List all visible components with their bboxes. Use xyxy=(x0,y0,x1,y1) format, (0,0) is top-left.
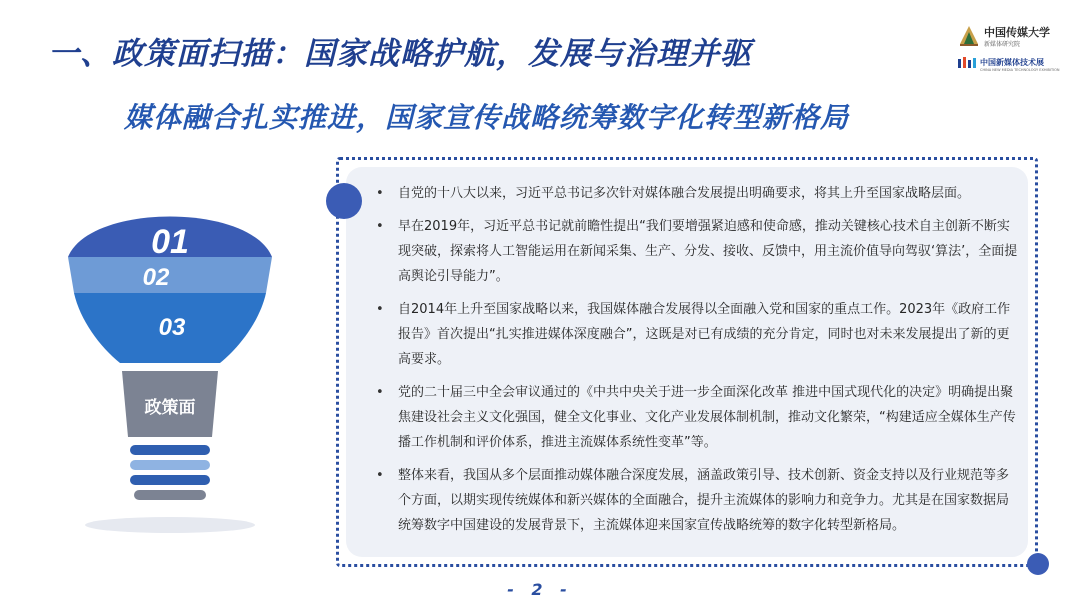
page-subtitle: 媒体融合扎实推进，国家宣传战略统筹数字化转型新格局 xyxy=(124,101,850,134)
cnte-logo-subtext: CHINA NEW MEDIA TECHNOLOGY EXHIBITION xyxy=(980,68,1060,72)
bulb-stripe xyxy=(130,475,210,485)
cnte-logo-icon xyxy=(958,57,978,69)
bullet-item: • 自2014年上升至国家战略以来，我国媒体融合发展得以全面融入党和国家的重点工作。2023年《政府工作报告》首次提出“扎实推进媒体深度融合”，这既是对已有成绩的充分肯定，同时也对未来发展提出了新的更高要求。 xyxy=(370,297,1020,372)
bulb-level-2-label: 02 xyxy=(142,264,170,291)
lightbulb-graphic xyxy=(60,185,310,535)
page-title: 一、政策面扫描：国家战略护航，发展与治理并驱 xyxy=(48,36,752,72)
logo-area xyxy=(958,24,1058,76)
bulb-base-label: 政策面 xyxy=(144,398,196,418)
bulb-stripe xyxy=(134,490,206,500)
bulb-stripe xyxy=(130,460,210,470)
university-logo-text: 中国传媒大学 xyxy=(984,26,1050,39)
bulb-level-3-label: 03 xyxy=(158,314,186,341)
panel-corner-dot-bottom-right xyxy=(1027,553,1049,575)
cnte-logo-text: 中国新媒体技术展 xyxy=(980,58,1044,67)
university-logo-subtext: 新媒体研究院 xyxy=(984,41,1021,48)
bullet-item: • 整体来看，我国从多个层面推动媒体融合深度发展，涵盖政策引导、技术创新、资金支持以及行业规范等多个方面，以期实现传统媒体和新兴媒体的全面融合，提升主流媒体的影响力和竞争力。尤其是在国家数据局统筹数字中国建设的发展背景下，主流媒体迎来国家宣传战略统筹的数字化转型新格局。 xyxy=(370,463,1020,538)
bulb-shadow xyxy=(85,517,255,533)
panel-corner-dot-top-left xyxy=(326,183,362,219)
bullet-item: • 自党的十八大以来，习近平总书记多次针对媒体融合发展提出明确要求，将其上升至国家战略层面。 xyxy=(370,181,1020,206)
bulb-level-2 xyxy=(68,257,272,293)
page-number: - 2 - xyxy=(507,580,573,599)
bullet-item: • 党的二十届三中全会审议通过的《中共中央关于进一步全面深化改革 推进中国式现代化的决定》明确提出聚焦建设社会主义文化强国，健全文化事业、文化产业发展体制机制，推动文化繁荣，“构建适应全媒体生产传播工作机制和评价体系，推进主流媒体系统性变革”等。 xyxy=(370,380,1020,455)
university-logo-icon xyxy=(958,24,980,48)
bulb-level-1-label: 01 xyxy=(151,223,189,261)
bullet-list xyxy=(370,181,1020,546)
bullet-item: • 早在2019年，习近平总书记就前瞻性提出“我们要增强紧迫感和使命感，推动关键核心技术自主创新不断实现突破，探索将人工智能运用在新闻采集、生产、分发、接收、反馈中，用主流价值导向驾驭‘算法’，全面提高舆论引导能力”。 xyxy=(370,214,1020,289)
bulb-stripe xyxy=(130,445,210,455)
